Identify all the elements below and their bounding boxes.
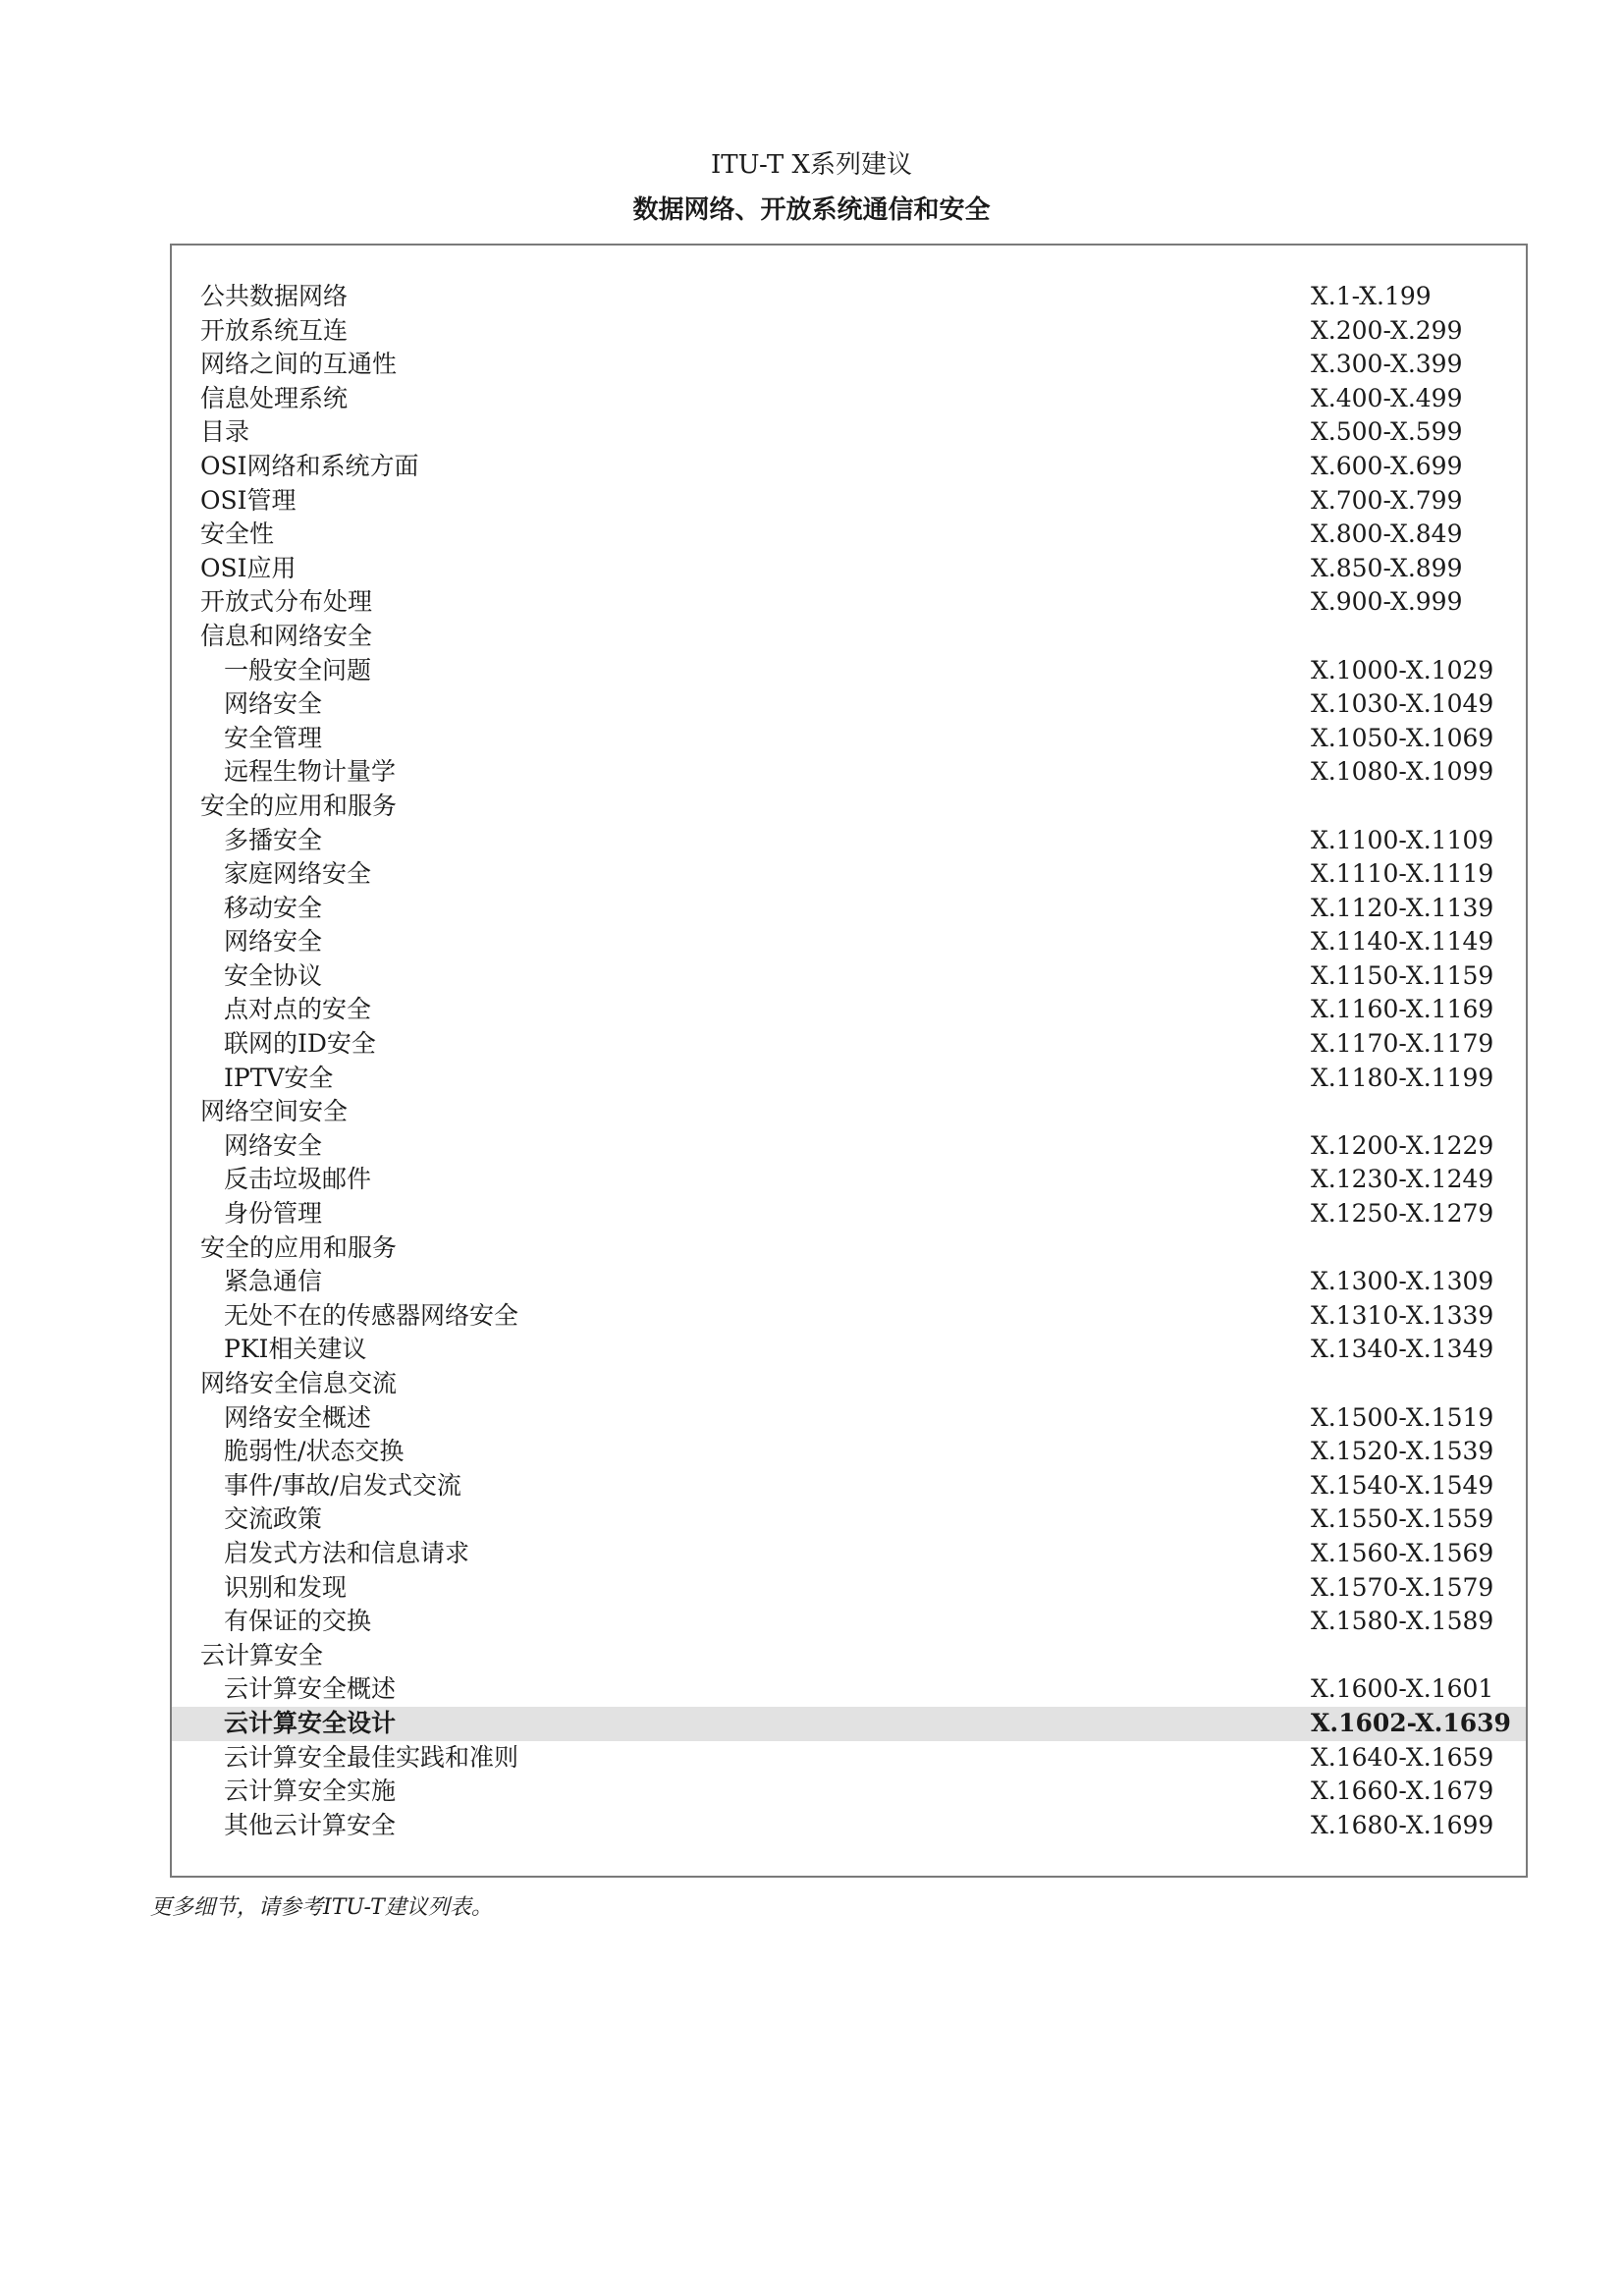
table-row-sub: [172, 1299, 1526, 1334]
row-label: 身份管理: [224, 1199, 323, 1229]
row-label: 云计算安全概述: [224, 1674, 397, 1704]
page-title: 数据网络、开放系统通信和安全: [632, 195, 991, 225]
row-range: X.1100-X.1109: [1311, 825, 1494, 854]
table-row-category: [172, 552, 1526, 586]
table-row-sub: [172, 1571, 1526, 1606]
row-label: 事件/事故/启发式交流: [224, 1470, 461, 1500]
row-range: X.1340-X.1349: [1311, 1335, 1494, 1364]
row-label: 网络之间的互通性: [200, 350, 398, 379]
table-row-category: [172, 1639, 1526, 1673]
table-row-category: [172, 1095, 1526, 1129]
table-row-sub: [172, 755, 1526, 790]
row-range: X.1140-X.1149: [1311, 927, 1494, 957]
table-row-sub: [172, 1537, 1526, 1571]
row-label: 云计算安全: [200, 1640, 324, 1669]
row-label: 有保证的交换: [224, 1607, 372, 1636]
row-range: X.850-X.899: [1311, 553, 1463, 582]
row-label: 云计算安全实施: [224, 1777, 397, 1806]
row-range: X.500-X.599: [1311, 417, 1463, 447]
table-row-sub: [172, 824, 1526, 858]
row-label: 信息和网络安全: [200, 621, 373, 650]
row-label: 其他云计算安全: [224, 1810, 397, 1839]
row-range: X.1540-X.1549: [1311, 1470, 1494, 1500]
row-label: 目录: [200, 417, 250, 447]
table-row-sub: [172, 654, 1526, 688]
row-range: X.1660-X.1679: [1311, 1777, 1494, 1806]
row-label: 网络安全: [224, 689, 323, 719]
row-range: X.1550-X.1559: [1311, 1504, 1494, 1534]
table-row-sub: [172, 1027, 1526, 1062]
row-label: 无处不在的传感器网络安全: [224, 1300, 519, 1330]
row-range: X.1500-X.1519: [1311, 1402, 1494, 1432]
table-row-sub: [172, 1605, 1526, 1639]
row-range: X.300-X.399: [1311, 350, 1463, 379]
table-row-sub: [172, 1129, 1526, 1164]
table-row-sub: [172, 1741, 1526, 1776]
row-range: X.200-X.299: [1311, 315, 1463, 345]
row-label: 远程生物计量学: [224, 757, 397, 787]
row-label: 家庭网络安全: [224, 859, 372, 889]
row-label: 安全的应用和服务: [200, 791, 398, 820]
row-range: X.1520-X.1539: [1311, 1437, 1494, 1466]
row-range: X.1560-X.1569: [1311, 1538, 1494, 1567]
row-range: X.400-X.499: [1311, 383, 1463, 412]
table-row-sub: [172, 993, 1526, 1027]
row-label: 安全的应用和服务: [200, 1232, 398, 1262]
table-row-sub: [172, 1333, 1526, 1367]
row-range: X.1-X.199: [1311, 282, 1432, 310]
table-row-sub: [172, 1401, 1526, 1436]
row-label: OSI网络和系统方面: [200, 451, 419, 480]
table-row-category: [172, 314, 1526, 349]
row-label: 脆弱性/状态交换: [224, 1437, 405, 1466]
table-row-category: [172, 450, 1526, 484]
row-label: 网络安全概述: [224, 1402, 372, 1432]
row-label: PKI相关建议: [224, 1335, 367, 1364]
table-row-category: [172, 1367, 1526, 1401]
row-label: 安全协议: [224, 960, 323, 990]
row-range: X.1000-X.1029: [1311, 655, 1494, 684]
row-range: X.700-X.799: [1311, 485, 1463, 515]
table-row-sub: [172, 1775, 1526, 1809]
row-label: 一般安全问题: [224, 655, 372, 684]
table-row-category: [172, 585, 1526, 620]
table-row-sub: [172, 1469, 1526, 1503]
row-label: 多播安全: [224, 825, 323, 854]
row-range: X.1160-X.1169: [1311, 995, 1494, 1024]
row-range: X.1250-X.1279: [1311, 1199, 1494, 1229]
table-row-category: [172, 348, 1526, 382]
row-range: X.1570-X.1579: [1311, 1572, 1494, 1602]
row-range: X.1230-X.1249: [1311, 1165, 1494, 1194]
table-row-sub: [172, 925, 1526, 959]
series-title: ITU-T X系列建议: [710, 150, 913, 180]
row-label: OSI应用: [200, 553, 297, 582]
row-label: 紧急通信: [224, 1267, 323, 1296]
table-row-sub: [172, 857, 1526, 892]
table-row-sub: [172, 892, 1526, 926]
table-row-sub: [172, 1672, 1526, 1707]
row-label: 公共数据网络: [200, 282, 349, 310]
row-range: X.1110-X.1119: [1311, 859, 1494, 889]
row-range: X.1680-X.1699: [1311, 1810, 1494, 1839]
row-range: X.1170-X.1179: [1311, 1029, 1494, 1059]
table-row-category: [172, 415, 1526, 450]
row-range: X.1580-X.1589: [1311, 1607, 1494, 1636]
row-label: 云计算安全最佳实践和准则: [224, 1742, 519, 1772]
row-label: 网络安全: [224, 927, 323, 957]
row-range: X.900-X.999: [1311, 587, 1463, 617]
table-row-category: [172, 790, 1526, 824]
row-range: X.1600-X.1601: [1311, 1674, 1494, 1704]
row-label: 云计算安全设计: [224, 1708, 397, 1737]
table-rows: [172, 280, 1526, 1842]
row-range: X.1150-X.1159: [1311, 960, 1494, 990]
row-label: 点对点的安全: [224, 995, 372, 1024]
row-range: X.800-X.849: [1311, 519, 1463, 549]
row-label: 反击垃圾邮件: [224, 1165, 372, 1194]
row-range: X.1030-X.1049: [1311, 689, 1494, 719]
row-label: 安全管理: [224, 723, 323, 752]
row-label: 网络安全: [224, 1130, 323, 1160]
row-range: X.1602-X.1639: [1311, 1708, 1511, 1737]
row-label: 安全性: [200, 519, 275, 549]
row-range: X.1050-X.1069: [1311, 723, 1494, 752]
recommendation-table: [170, 244, 1528, 1878]
row-range: X.1640-X.1659: [1311, 1742, 1494, 1772]
table-row-category: [172, 518, 1526, 552]
row-range: X.1300-X.1309: [1311, 1267, 1494, 1296]
table-row-sub: [172, 1197, 1526, 1231]
table-row-category: [172, 280, 1526, 314]
table-row-sub: [172, 1435, 1526, 1469]
table-row-category: [172, 382, 1526, 416]
table-row-category: [172, 1231, 1526, 1266]
row-label: 网络安全信息交流: [200, 1369, 398, 1397]
row-label: 启发式方法和信息请求: [224, 1538, 470, 1567]
row-label: 识别和发现: [224, 1572, 348, 1602]
row-label: 联网的ID安全: [224, 1029, 376, 1059]
table-row-category: [172, 620, 1526, 654]
table-row-category: [172, 484, 1526, 519]
table-row-sub: [172, 1707, 1526, 1741]
row-label: OSI管理: [200, 485, 297, 515]
row-range: X.1080-X.1099: [1311, 757, 1494, 787]
table-row-sub: [172, 1062, 1526, 1096]
table-row-sub: [172, 1265, 1526, 1299]
row-range: X.600-X.699: [1311, 451, 1463, 480]
table-row-sub: [172, 722, 1526, 756]
row-range: X.1310-X.1339: [1311, 1300, 1494, 1330]
table-row-sub: [172, 1809, 1526, 1843]
table-row-sub: [172, 1503, 1526, 1537]
table-row-sub: [172, 1163, 1526, 1197]
row-label: 移动安全: [224, 893, 323, 922]
row-label: 开放式分布处理: [200, 587, 373, 617]
table-row-sub: [172, 687, 1526, 722]
row-range: X.1200-X.1229: [1311, 1130, 1494, 1160]
row-label: IPTV安全: [224, 1063, 334, 1092]
footnote: 更多细节，请参考ITU-T建议列表。: [150, 1895, 493, 1920]
table-row-sub: [172, 959, 1526, 994]
row-label: 开放系统互连: [200, 315, 349, 345]
row-range: X.1180-X.1199: [1311, 1063, 1494, 1092]
row-label: 网络空间安全: [200, 1097, 349, 1126]
row-range: X.1120-X.1139: [1311, 893, 1494, 922]
row-label: 信息处理系统: [200, 383, 349, 412]
row-label: 交流政策: [224, 1504, 323, 1534]
